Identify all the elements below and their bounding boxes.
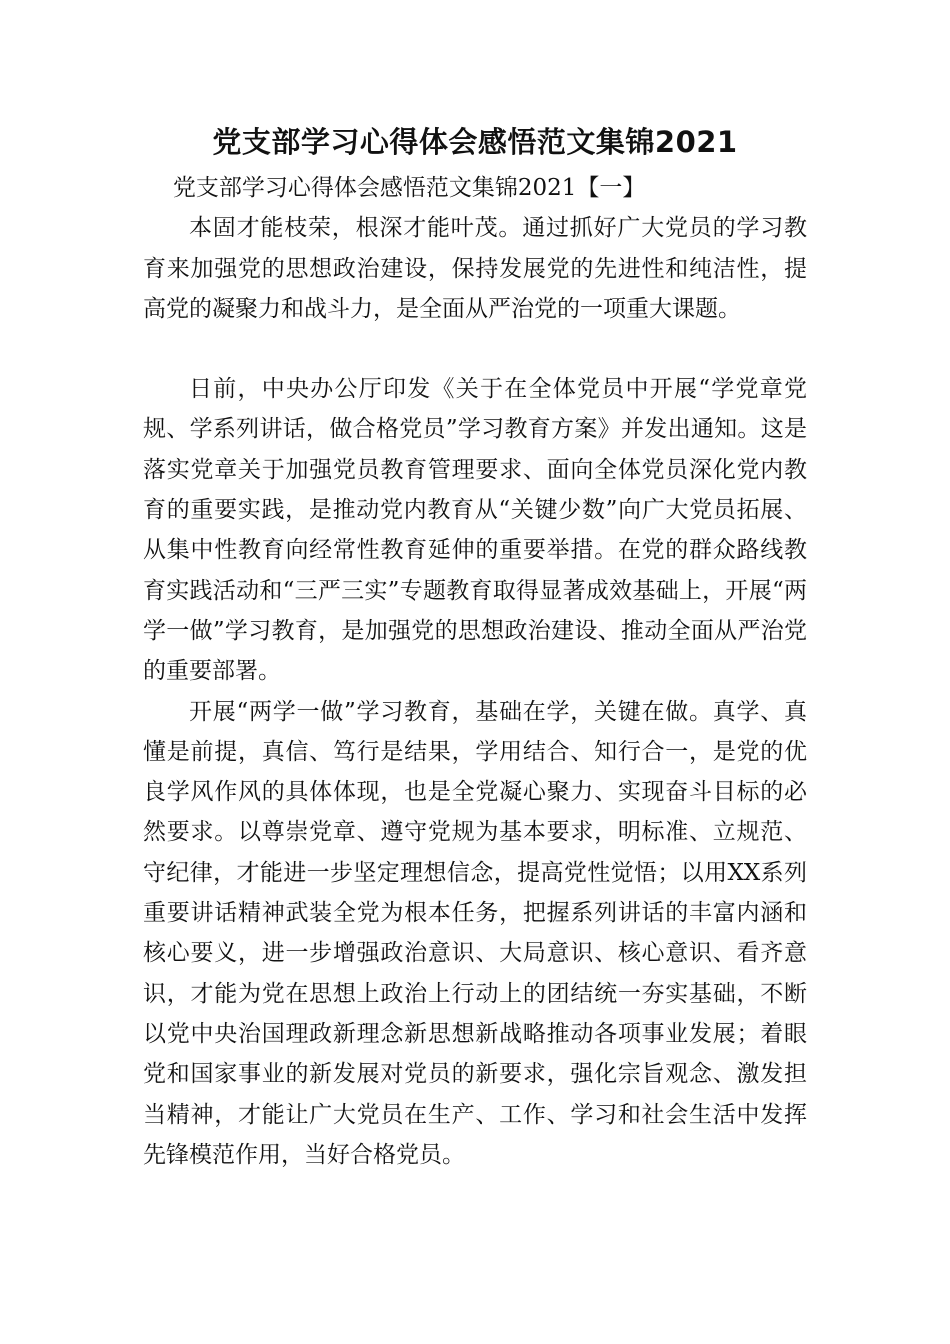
document-body — [143, 168, 807, 1175]
paragraph-3: 开展“两学一做”学习教育，基础在学，关键在做。真学、真懂是前提，真信、笃行是结果，学用结合、知行合一，是党的优良学风作风的具体体现，也是全党凝心聚力、实现奋斗目标的必然要求。以尊崇党章、遵守党规为基本要求，明标准、立规范、守纪律，才能进一步坚定理想信念，提高党性觉悟；以用XX系列重要讲话精神武装全党为根本任务，把握系列讲话的丰富内涵和核心要义，进一步增强政治意识、大局意识、核心意识、看齐意识，才能为党在思想上政治上行动上的团结统一夯实基础，不断以党中央治国理政新理念新思想新战略推动各项事业发展；着眼党和国家事业的新发展对党员的新要求，强化宗旨观念、激发担当精神，才能让广大党员在生产、工作、学习和社会生活中发挥先锋模范作用，当好合格党员。 — [143, 698, 807, 1168]
paragraph-spacer — [143, 329, 807, 369]
section-heading: 党支部学习心得体会感悟范文集锦2021【一】 — [172, 175, 646, 201]
document-title: 党支部学习心得体会感悟范文集锦2021 — [212, 125, 738, 159]
paragraph-1: 本固才能枝荣，根深才能叶茂。通过抓好广大党员的学习教育来加强党的思想政治建设，保持发展党的先进性和纯洁性，提高党的凝聚力和战斗力，是全面从严治党的一项重大课题。 — [143, 215, 807, 322]
paragraph-2: 日前，中央办公厅印发《关于在全体党员中开展“学党章党规、学系列讲话，做合格党员”学习教育方案》并发出通知。这是落实党章关于加强党员教育管理要求、面向全体党员深化党内教育的重要实践，是推动党内教育从“关键少数”向广大党员拓展、从集中性教育向经常性教育延伸的重要举措。在党的群众路线教育实践活动和“三严三实”专题教育取得显著成效基础上，开展“两学一做”学习教育，是加强党的思想政治建设、推动全面从严治党的重要部署。 — [143, 376, 807, 685]
